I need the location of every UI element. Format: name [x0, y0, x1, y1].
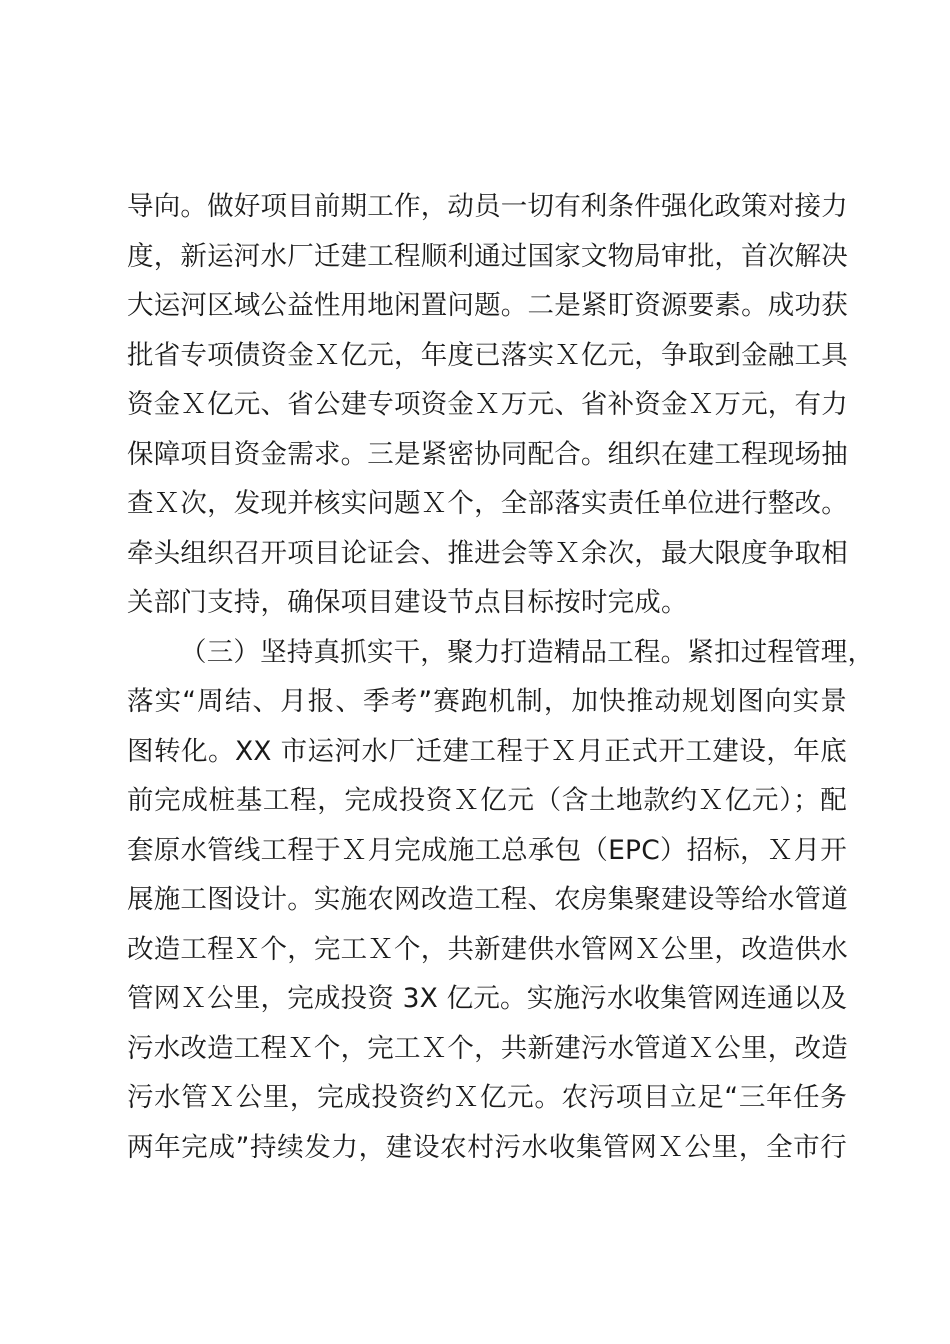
text-line: 落实“周结、月报、季考”赛跑机制，加快推动规划图向实景	[127, 686, 847, 717]
text-line: 度，新运河水厂迁建工程顺利通过国家文物局审批，首次解决	[127, 240, 848, 272]
body-text	[127, 182, 875, 1172]
text-line: 两年完成”持续发力，建设农村污水收集管网Ｘ公里，全市行	[127, 1131, 847, 1163]
text-line: 前完成桩基工程，完成投资Ｘ亿元（含土地款约Ｘ亿元）；配	[127, 785, 847, 816]
text-line: 查Ｘ次，发现并核实问题Ｘ个，全部落实责任单位进行整改。	[127, 488, 848, 519]
text-line: 图转化。XX 市运河水厂迁建工程于Ｘ月正式开工建设，年底	[127, 735, 847, 767]
text-line: 套原水管线工程于Ｘ月完成施工总承包（EPC）招标，Ｘ月开	[127, 834, 847, 866]
section-heading-line: （三）坚持真抓实干，聚力打造精品工程。紧扣过程管理，	[180, 636, 875, 668]
text-line: 牵头组织召开项目论证会、推进会等Ｘ余次，最大限度争取相	[127, 537, 848, 569]
text-line: 批省专项债资金Ｘ亿元，年度已落实Ｘ亿元，争取到金融工具	[127, 339, 848, 371]
text-line: 导向。做好项目前期工作，动员一切有利条件强化政策对接力	[127, 191, 848, 222]
text-line: 展施工图设计。实施农网改造工程、农房集聚建设等给水管道	[127, 884, 848, 915]
text-line: 保障项目资金需求。三是紧密协同配合。组织在建工程现场抽	[127, 438, 848, 470]
text-line: 关部门支持，确保项目建设节点目标按时完成。	[127, 587, 688, 618]
text-line: 污水管Ｘ公里，完成投资约Ｘ亿元。农污项目立足“三年任务	[127, 1082, 847, 1113]
text-line: 管网Ｘ公里，完成投资 3X 亿元。实施污水收集管网连通以及	[127, 983, 848, 1014]
text-line: 污水改造工程Ｘ个，完工Ｘ个，共新建污水管道Ｘ公里，改造	[127, 1032, 848, 1064]
text-line: 资金Ｘ亿元、省公建专项资金Ｘ万元、省补资金Ｘ万元，有力	[127, 389, 848, 420]
text-line: 大运河区域公益性用地闲置问题。二是紧盯资源要素。成功获	[127, 290, 848, 321]
text-line: 改造工程Ｘ个，完工Ｘ个，共新建供水管网Ｘ公里，改造供水	[127, 933, 848, 965]
